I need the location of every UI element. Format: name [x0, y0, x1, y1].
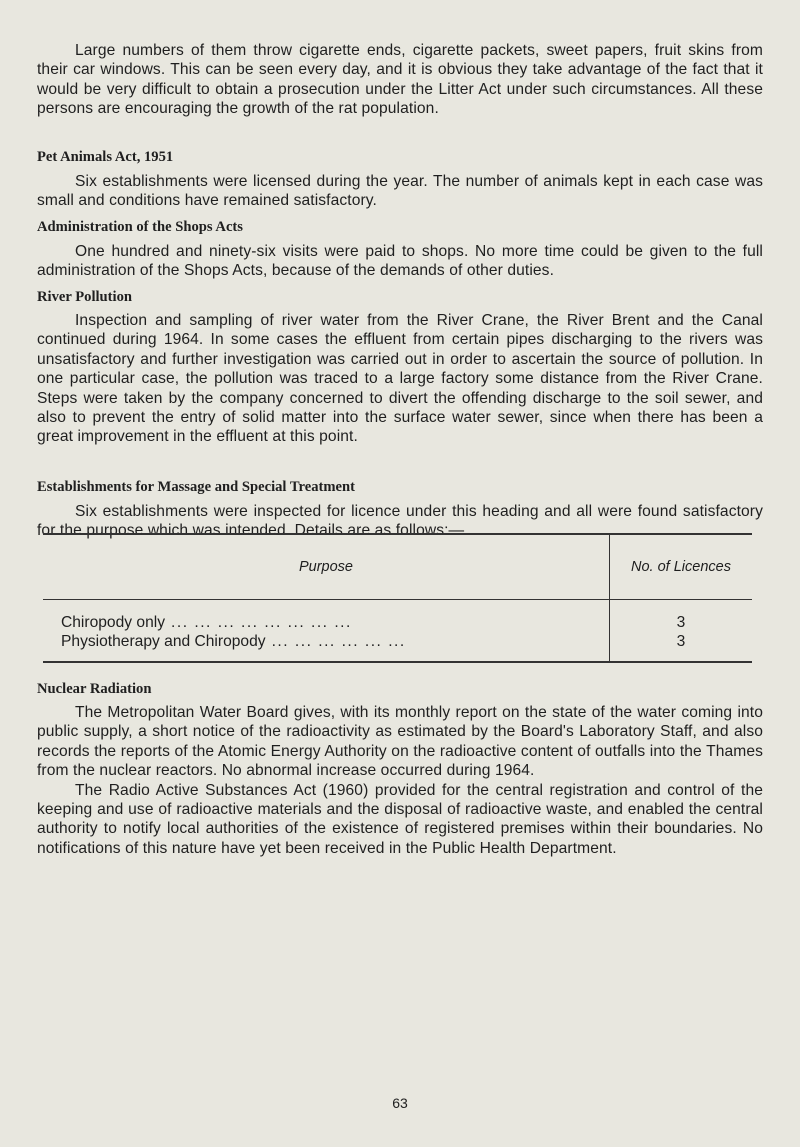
page-number: 63 [392, 1095, 408, 1111]
shops-acts-block [37, 242, 763, 281]
pet-animals-block [37, 172, 763, 211]
licence-count: 3 [676, 633, 686, 650]
nuclear-paragraph-1: The Metropolitan Water Board gives, with its monthly report on the state of the water coming into public supply, a short notice of the radioactivity as estimated by the Board's Laboratory Staff, and also records the reports of the Atomic Energy Authority on the radioactive content of outfalls into the Thames from the nuclear reactors. No abnormal increase occurred during 1964. [37, 704, 763, 780]
leader-dots: ... ... ... ... ... ... ... ... [171, 614, 352, 631]
pet-animals-heading: Pet Animals Act, 1951 [37, 149, 174, 165]
shops-acts-heading: Administration of the Shops Acts [37, 219, 243, 235]
leader-dots: ... ... ... ... ... ... [271, 633, 406, 650]
purpose-label: Physiotherapy and Chiropody [61, 633, 266, 650]
licences-table [43, 533, 752, 663]
licences-column-header: No. of Licences [610, 534, 753, 600]
nuclear-heading: Nuclear Radiation [37, 681, 152, 697]
river-pollution-paragraph: Inspection and sampling of river water from the River Crane, the River Brent and the Canal continued during 1964. In some cases the effluent from certain pipes discharging to the rivers was unsatisfactory and further investigation was carried out in order to ascertain the source of pollution. In one particular case, the pollution was traced to a large factory some distance from the River Crane. Steps were taken by the company concerned to divert the offending discharge to the soil sewer, and also to prevent the entry of solid matter into the surface water sewer, since when there has been a great improvement in the effluent at this point. [37, 312, 763, 446]
purpose-label: Chiropody only [61, 614, 166, 631]
river-pollution-block [37, 311, 763, 447]
intro-paragraph-block [37, 41, 763, 119]
licence-count: 3 [676, 614, 686, 631]
purpose-column-header: Purpose [43, 534, 610, 600]
pet-animals-paragraph: Six establishments were licensed during the year. The number of animals kept in each case was small and conditions have remained satisfactory. [37, 173, 763, 210]
table-row [61, 632, 601, 651]
massage-paragraph: Six establishments were inspected for licence under this heading and all were found satisfactory for the purpose which was intended. Details are as follows:— [37, 503, 763, 540]
nuclear-paragraph-2: The Radio Active Substances Act (1960) provided for the central registration and control of the keeping and use of radioactive materials and the disposal of radioactive waste, and enabled the central authority to notify local authorities of the existence of registered premises within their boundaries. No notifications of this nature have yet been received in the Public Health Department. [37, 781, 763, 857]
massage-heading: Establishments for Massage and Special Treatment [37, 479, 355, 495]
table-header-row [43, 534, 752, 600]
count-cell [610, 600, 753, 663]
river-pollution-heading: River Pollution [37, 289, 132, 305]
shops-acts-paragraph: One hundred and ninety-six visits were paid to shops. No more time could be given to the full administration of the Shops Acts, because of the demands of other duties. [37, 243, 763, 280]
purpose-cell [43, 600, 610, 663]
intro-paragraph: Large numbers of them throw cigarette ends, cigarette packets, sweet papers, fruit skins from their car windows. This can be seen every day, and it is obvious they take advantage of the fact that it would be very difficult to obtain a prosecution under the Litter Act under such circumstances. All these persons are encouraging the growth of the rat population. [37, 42, 763, 118]
table-body-row [43, 600, 752, 663]
table-row [61, 613, 601, 632]
nuclear-block [37, 703, 763, 858]
